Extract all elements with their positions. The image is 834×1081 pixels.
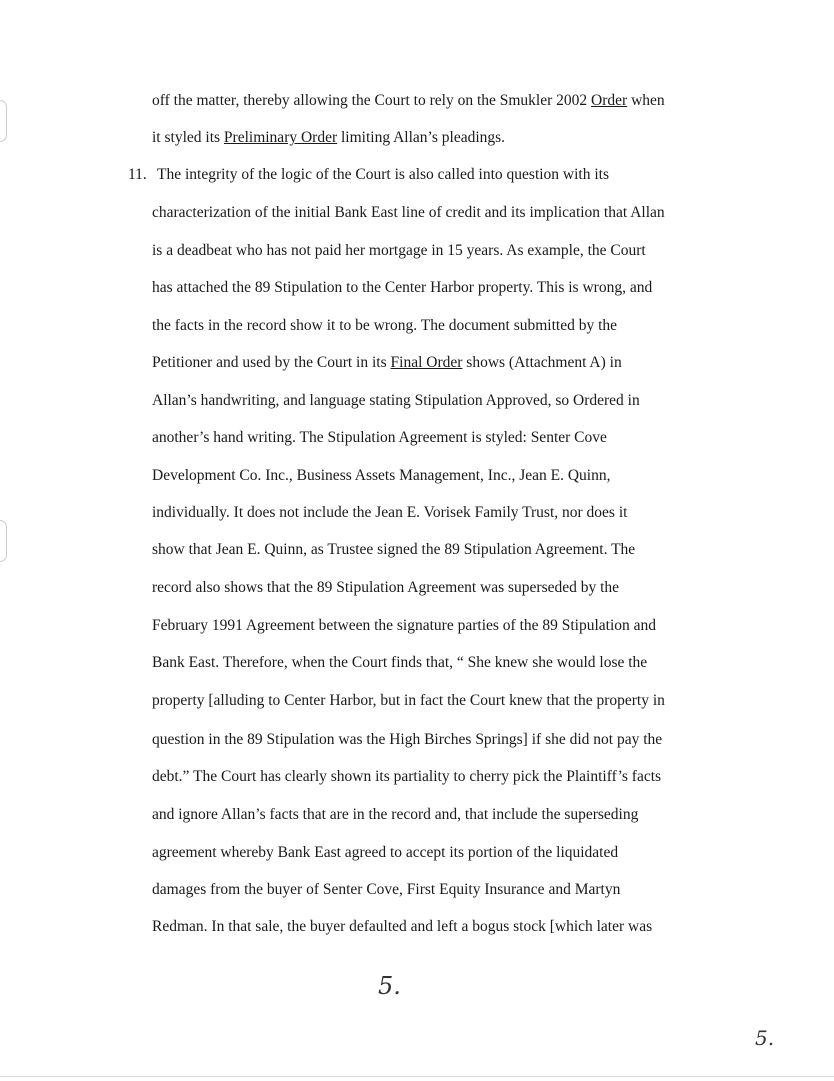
text-line [152, 129, 505, 147]
text-line: question in the 89 Stipulation was the High Birches Springs] if she did not pay the [152, 731, 663, 748]
underlined-final-order: Final Order [390, 354, 463, 371]
text-line: Bank East. Therefore, when the Court finds that, “ She knew she would lose the [152, 654, 648, 671]
text-line: is a deadbeat who has not paid her mortgage in 15 years. As example, the Court [152, 242, 646, 259]
scan-mark [0, 100, 7, 142]
text-line: Allan’s handwriting, and language stating Stipulation Approved, so Ordered in [152, 392, 640, 409]
item-number: 11. [128, 166, 147, 183]
text-line: the facts in the record show it to be wrong. The document submitted by the [152, 317, 618, 334]
underlined-preliminary-order: Preliminary Order [223, 129, 338, 146]
text-line: February 1991 Agreement between the signature parties of the 89 Stipulation and [152, 617, 657, 634]
handwritten-page-mark: 5. [755, 1026, 775, 1050]
text-fragment: when [627, 92, 665, 109]
text-line: Redman. In that sale, the buyer defaulted and left a bogus stock [which later was [152, 918, 653, 935]
scan-mark [0, 1076, 834, 1077]
scan-mark [0, 520, 7, 562]
text-line: and ignore Allan’s facts that are in the record and, that include the superseding [152, 806, 639, 823]
text-line: property [alluding to Center Harbor, but in fact the Court knew that the property in [152, 692, 665, 709]
text-fragment: off the matter, thereby allowing the Court to rely on the Smukler 2002 [152, 92, 592, 109]
text-line: another’s hand writing. The Stipulation Agreement is styled: Senter Cove [152, 429, 607, 446]
text-line: record also shows that the 89 Stipulation Agreement was superseded by the [152, 579, 620, 596]
text-fragment: limiting Allan’s pleadings. [337, 129, 506, 146]
text-fragment: shows (Attachment A) in [462, 354, 622, 371]
text-line [152, 92, 665, 110]
text-line: characterization of the initial Bank East line of credit and its implication that Allan [152, 204, 665, 221]
text-fragment: Petitioner and used by the Court in its [152, 354, 391, 371]
underlined-order: Order [591, 92, 628, 109]
page-number: 5. [378, 972, 401, 1000]
text-line: has attached the 89 Stipulation to the Center Harbor property. This is wrong, and [152, 279, 653, 296]
text-line: agreement whereby Bank East agreed to accept its portion of the liquidated [152, 844, 619, 861]
text-line: individually. It does not include the Jean E. Vorisek Family Trust, nor does it [152, 504, 628, 521]
text-line: show that Jean E. Quinn, as Trustee signed the 89 Stipulation Agreement. The [152, 541, 636, 558]
text-line: The integrity of the logic of the Court is also called into question with its [157, 166, 610, 183]
text-line [152, 354, 622, 372]
text-line: Development Co. Inc., Business Assets Management, Inc., Jean E. Quinn, [152, 467, 611, 484]
text-line: debt.” The Court has clearly shown its partiality to cherry pick the Plaintiff’s facts [152, 768, 662, 785]
text-line: damages from the buyer of Senter Cove, First Equity Insurance and Martyn [152, 881, 621, 898]
text-fragment: it styled its [152, 129, 224, 146]
